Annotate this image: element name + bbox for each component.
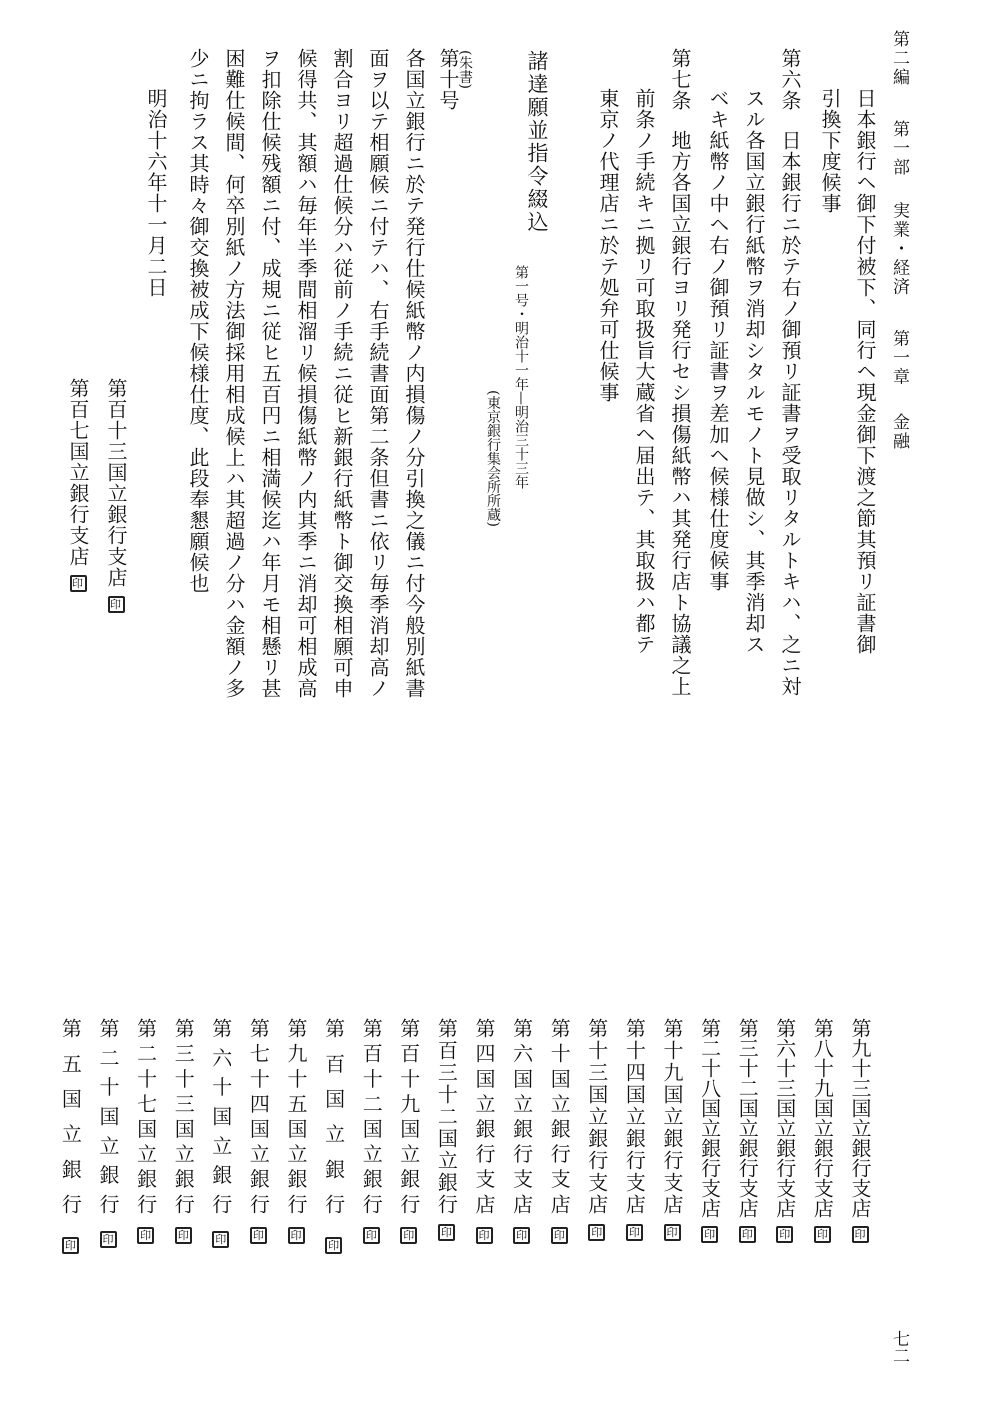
- bank-name: 第九十五国立銀行: [284, 1018, 308, 1219]
- bank-entry: [697, 1018, 722, 1243]
- seal-stamp: 印: [476, 1227, 493, 1244]
- body-line7: 少ニ拘ラス其時々御交換被成下候様仕度、此段奉懇願候也: [186, 48, 210, 594]
- bank-entry: [547, 1018, 572, 1244]
- header-topic: 実業・経済: [889, 201, 909, 297]
- bank-name: 第三十二国立銀行支店: [735, 1018, 760, 1218]
- bank-entry: [58, 1018, 83, 1254]
- seal-stamp: 印: [70, 575, 87, 592]
- bank-name: 第十三国立銀行支店: [584, 1018, 609, 1216]
- signatory-1-name: 第百十三国立銀行支店: [104, 378, 128, 588]
- bank-entry: [359, 1018, 384, 1244]
- seal-stamp: 印: [739, 1226, 756, 1243]
- body-line2: 面ヲ以テ相願候ニ付テハ、右手続書面第二条但書ニ依リ毎季消却高ノ: [366, 48, 390, 699]
- seal-stamp: 印: [438, 1224, 455, 1241]
- red-ink-note: (朱書): [457, 50, 473, 89]
- bank-entry: [171, 1018, 196, 1244]
- seal-stamp: 印: [513, 1227, 530, 1244]
- bank-entry: [662, 1018, 682, 1241]
- bank-name: 第二十七国立銀行: [133, 1018, 158, 1219]
- bank-name: 第五国立銀行: [58, 1018, 83, 1230]
- bank-name: 第百国立銀行: [321, 1018, 346, 1230]
- bank-name: 第二十国立銀行: [96, 1018, 120, 1224]
- seal-stamp: 印: [664, 1224, 681, 1241]
- seal-stamp: 印: [852, 1226, 869, 1243]
- header-section: 第一部: [889, 119, 909, 177]
- seal-stamp: 印: [776, 1226, 793, 1243]
- article7-line2: 前条ノ手続キニ拠リ可取扱旨大蔵省ヘ届出テ、其取扱ハ都テ: [632, 88, 656, 655]
- signatory-1: [106, 378, 126, 613]
- bank-entry: [133, 1018, 158, 1244]
- bank-name: 第十九国立銀行支店: [660, 1018, 684, 1216]
- seal-stamp: 印: [551, 1227, 568, 1244]
- bank-entry: [434, 1018, 459, 1241]
- seal-stamp: 印: [588, 1224, 605, 1241]
- article6-line2: スル各国立銀行紙幣ヲ消却シタルモノト見做シ、其季消却ス: [742, 88, 766, 655]
- bank-name: 第八十九国立銀行支店: [810, 1018, 835, 1218]
- header-chapter: 第一章: [889, 329, 909, 387]
- article6-line3: ベキ紙幣ノ中ヘ右ノ御預リ証書ヲ差加ヘ候様仕度候事: [706, 88, 730, 592]
- seal-stamp: 印: [814, 1226, 831, 1243]
- signatory-2: [68, 378, 88, 592]
- bank-name: 第百十九国立銀行: [396, 1018, 421, 1219]
- seal-stamp: 印: [100, 1231, 117, 1248]
- bank-name: 第六十三国立銀行支店: [772, 1018, 797, 1218]
- header-chapter-title: 金融: [889, 413, 909, 452]
- para1-line1: 日本銀行ヘ御下付被下、同行ヘ現金御下渡之節其預リ証書御: [853, 88, 877, 655]
- seal-stamp: 印: [288, 1227, 305, 1244]
- bank-entry: [474, 1018, 494, 1244]
- seal-stamp: 印: [175, 1227, 192, 1244]
- bank-name: 第百三十二国立銀行: [434, 1018, 459, 1216]
- body-line5: ヲ扣除仕候残額ニ付、成規ニ従ヒ五百円ニ相満候迄ハ年月モ相懸リ甚: [258, 48, 282, 699]
- seal-stamp: 印: [400, 1227, 417, 1244]
- bank-name: 第六国立銀行支店: [509, 1018, 534, 1219]
- seal-stamp: 印: [363, 1227, 380, 1244]
- body-line1: 各国立銀行ニ於テ発行仕候紙幣ノ内損傷ノ分引換之儀ニ付今般別紙書: [402, 48, 426, 699]
- article7-line1: 地方各国立銀行ヨリ発行セシ損傷紙幣ハ其発行店ト協議之上: [668, 130, 692, 697]
- bank-name: 第七十四国立銀行: [246, 1018, 271, 1219]
- bank-entry: [735, 1018, 760, 1243]
- seal-stamp: 印: [108, 596, 125, 613]
- document-title: 諸達願並指令綴込: [525, 50, 549, 234]
- bank-entry: [396, 1018, 421, 1244]
- bank-entry: [246, 1018, 271, 1244]
- bank-name: 第九十三国立銀行支店: [848, 1018, 872, 1218]
- bank-entry: [622, 1018, 647, 1241]
- seal-stamp: 印: [212, 1231, 229, 1248]
- bank-entry: [98, 1018, 118, 1248]
- bank-entry: [772, 1018, 797, 1243]
- bank-entry: [584, 1018, 609, 1241]
- signatory-2-name: 第百七国立銀行支店: [66, 378, 90, 567]
- article6-label: 第六条: [778, 48, 802, 111]
- bank-name: 第四国立銀行支店: [472, 1018, 496, 1219]
- bank-name: 第三十三国立銀行: [171, 1018, 196, 1219]
- seal-stamp: 印: [62, 1237, 79, 1254]
- bank-entry: [509, 1018, 534, 1244]
- bank-name: 第二十八国立銀行支店: [697, 1018, 722, 1218]
- article7-label: 第七条: [668, 48, 692, 111]
- seal-stamp: 印: [325, 1237, 342, 1254]
- bank-name: 第十四国立銀行支店: [622, 1018, 647, 1216]
- bank-name: 第十国立銀行支店: [547, 1018, 572, 1219]
- body-line3: 割合ヨリ超過仕候分ハ従前ノ手続ニ従ヒ新銀行紙幣ト御交換相願可申: [330, 48, 354, 699]
- article6-line1: 日本銀行ニ於テ右ノ御預リ証書ヲ受取リタルトキハ、之ニ対: [778, 130, 802, 697]
- bank-entry: [810, 1018, 835, 1243]
- seal-stamp: 印: [701, 1226, 718, 1243]
- document-number: 第十号: [436, 48, 460, 111]
- running-header: [890, 30, 907, 451]
- bank-entry: [321, 1018, 346, 1254]
- bank-entry: [208, 1018, 233, 1248]
- seal-stamp: 印: [626, 1224, 643, 1241]
- article7-line3: 東京ノ代理店ニ於テ処弁可仕候事: [596, 88, 620, 403]
- para1-line2: 引換下度候事: [818, 88, 842, 214]
- bank-entry: [286, 1018, 306, 1244]
- document-holder: (東京銀行集会所所蔵): [485, 390, 501, 527]
- document-date: 明治十六年十一月二日: [144, 88, 168, 298]
- bank-entry: [850, 1018, 870, 1243]
- page-number: 七二: [889, 1330, 909, 1364]
- header-part: 第二編: [889, 30, 909, 87]
- body-line6: 困難仕候間、何卒別紙ノ方法御採用相成候上ハ其超過ノ分ハ金額ノ多: [222, 48, 246, 699]
- seal-stamp: 印: [250, 1227, 267, 1244]
- bank-name: 第六十国立銀行: [208, 1018, 233, 1224]
- seal-stamp: 印: [137, 1227, 154, 1244]
- document-range: 第一号・明治十一年—明治三十三年: [513, 265, 529, 489]
- body-line4: 候得共、其額ハ毎年半季間相溜リ候損傷紙幣ノ内其季ニ消却可相成高: [294, 48, 318, 699]
- bank-name: 第百十二国立銀行: [359, 1018, 384, 1219]
